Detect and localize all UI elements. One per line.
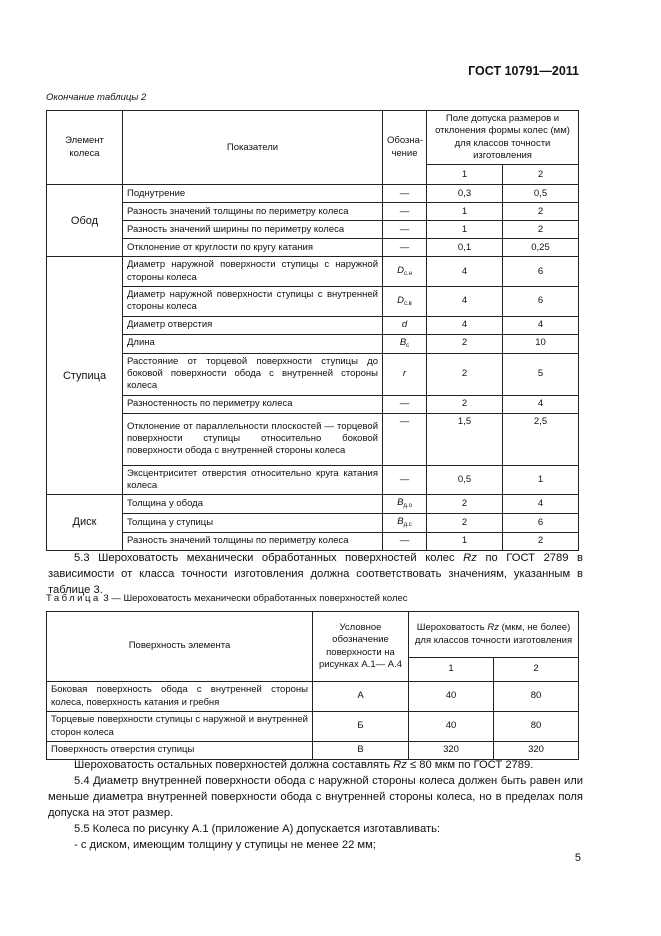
designation: — (383, 203, 427, 221)
standard-header: ГОСТ 10791—2011 (468, 64, 579, 78)
class1-value: 2 (427, 495, 503, 514)
class1-value: 0,1 (427, 239, 503, 257)
header-element: Элемент колеса (47, 111, 123, 185)
class2-value: 0,25 (503, 239, 579, 257)
designation: $B_{д.о}$ (383, 495, 427, 514)
class2-value: 2 (503, 203, 579, 221)
group-disc: Диск (47, 495, 123, 551)
indicator: Диаметр наружной поверхности ступицы с наружной стороны колеса (123, 257, 383, 287)
class2-value: 4 (503, 316, 579, 334)
indicator: Расстояние от торцевой поверхности ступицы до боковой поверхности обода с внутренней стороны колеса (123, 353, 383, 395)
class2-value: 6 (503, 257, 579, 287)
class1-value: 2 (427, 334, 503, 353)
designation: А (313, 682, 409, 712)
list-item: - с диском, имеющим толщину у ступицы не менее 22 мм; (74, 838, 376, 851)
table2 (46, 110, 579, 551)
designation: — (383, 532, 427, 550)
table3-caption: Таблица 3 — Шероховатость механически обработанных поверхностей колес (46, 593, 408, 604)
header-tolerance: Поле допуска размеров и отклонения формы колес (мм) для классов точности изготовления (427, 111, 579, 165)
class2-value: 4 (503, 495, 579, 514)
designation: — (383, 221, 427, 239)
class2-value: 320 (494, 742, 579, 760)
designation: — (383, 395, 427, 413)
class1-value: 4 (427, 257, 503, 287)
designation: — (383, 239, 427, 257)
paragraph-5-3: 5.3 Шероховатость механически обработанных поверхностей колес Rz по ГОСТ 2789 в зависимости от класса точности изготовления должна соответствовать значениям, указанным в таблице 3. (48, 552, 583, 596)
class1-value: 4 (427, 287, 503, 317)
indicator: Поднутрение (123, 185, 383, 203)
class1-value: 1 (427, 203, 503, 221)
class1-value: 40 (409, 682, 494, 712)
header-indicators: Показатели (123, 111, 383, 185)
class2-value: 80 (494, 712, 579, 742)
class1-value: 2 (427, 514, 503, 533)
header-class-2: 2 (503, 165, 579, 185)
indicator: Длина (123, 334, 383, 353)
designation: — (383, 465, 427, 495)
surface: Поверхность отверстия ступицы (47, 742, 313, 760)
surface: Торцевые поверхности ступицы с наружной и внутренней сторон колеса (47, 712, 313, 742)
designation: В (313, 742, 409, 760)
body-text (48, 758, 583, 853)
class2-value: 5 (503, 353, 579, 395)
header-designation: Условное обозначение поверхности на рисунках А.1— А.4 (313, 612, 409, 682)
group-hub: Ступица (47, 257, 123, 495)
indicator: Отклонение от круглости по кругу катания (123, 239, 383, 257)
designation: d (383, 316, 427, 334)
designation: $B_{д.с}$ (383, 514, 427, 533)
indicator: Диаметр отверстия (123, 316, 383, 334)
indicator: Эксцентриситет отверстия относительно круга катания колеса (123, 465, 383, 495)
surface: Боковая поверхность обода с внутренней стороны колеса, поверхность катания и гребня (47, 682, 313, 712)
paragraph-5-5: 5.5 Колеса по рисунку А.1 (приложение А) допускается изготавливать: (74, 822, 441, 835)
class2-value: 80 (494, 682, 579, 712)
header-roughness: Шероховатость Rz (мкм, не более) для классов точности изготовления (409, 612, 579, 658)
class2-value: 6 (503, 514, 579, 533)
designation: — (383, 413, 427, 465)
designation: r (383, 353, 427, 395)
header-class-1: 1 (427, 165, 503, 185)
class1-value: 1,5 (427, 413, 503, 465)
table3 (46, 611, 579, 760)
class1-value: 0,5 (427, 465, 503, 495)
designation: — (383, 185, 427, 203)
class1-value: 320 (409, 742, 494, 760)
page-number: 5 (574, 852, 581, 864)
indicator: Разность значений ширины по периметру колеса (123, 221, 383, 239)
indicator: Разность значений толщины по периметру колеса (123, 532, 383, 550)
roughness-note: Шероховатость остальных поверхностей должна составлять Rz ≤ 80 мкм по ГОСТ 2789. (74, 759, 534, 771)
class2-value: 4 (503, 395, 579, 413)
header-designation: Обозна-чение (383, 111, 427, 185)
group-rim: Обод (47, 185, 123, 257)
header-class-1: 1 (409, 658, 494, 682)
paragraph-5-4: 5.4 Диаметр внутренней поверхности обода с наружной стороны колеса должен быть равен или меньше диаметра внутренней поверхности обода с внутренней стороны колеса, но в пределах поля допуска на этот размер. (48, 774, 583, 819)
table2-caption: Окончание таблицы 2 (46, 92, 147, 103)
class1-value: 2 (427, 395, 503, 413)
class1-value: 1 (427, 532, 503, 550)
indicator: Толщина у обода (123, 495, 383, 514)
class2-value: 2 (503, 221, 579, 239)
indicator: Диаметр наружной поверхности ступицы с внутренней стороны колеса (123, 287, 383, 317)
class2-value: 2 (503, 532, 579, 550)
designation: $D_{с.н}$ (383, 257, 427, 287)
indicator: Разностенность по периметру колеса (123, 395, 383, 413)
class2-value: 6 (503, 287, 579, 317)
class2-value: 1 (503, 465, 579, 495)
class2-value: 2,5 (503, 413, 579, 465)
class1-value: 0,3 (427, 185, 503, 203)
class2-value: 0,5 (503, 185, 579, 203)
header-surface: Поверхность элемента (47, 612, 313, 682)
designation: $D_{с.в}$ (383, 287, 427, 317)
header-class-2: 2 (494, 658, 579, 682)
class1-value: 4 (427, 316, 503, 334)
indicator: Толщина у ступицы (123, 514, 383, 533)
class2-value: 10 (503, 334, 579, 353)
designation: Б (313, 712, 409, 742)
class1-value: 40 (409, 712, 494, 742)
class1-value: 2 (427, 353, 503, 395)
class1-value: 1 (427, 221, 503, 239)
indicator: Отклонение от параллельности плоскостей — торцевой поверхности ступицы относительно боковой поверхности обода с внутренней стороны колеса (123, 413, 383, 465)
designation: $B_с$ (383, 334, 427, 353)
indicator: Разность значений толщины по периметру колеса (123, 203, 383, 221)
